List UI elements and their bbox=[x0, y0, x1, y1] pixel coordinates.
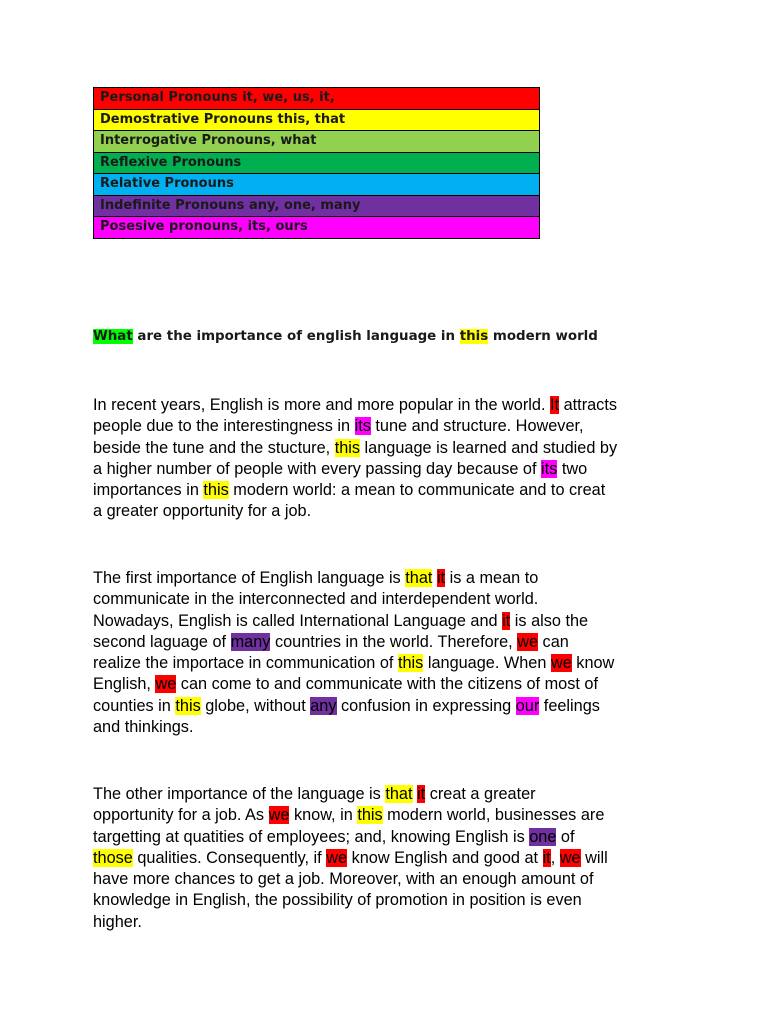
text-run: language is learned and studied by bbox=[360, 438, 618, 457]
paragraph-line bbox=[93, 632, 693, 653]
pronoun-highlight: we bbox=[268, 806, 290, 825]
text-run: counties in bbox=[93, 696, 176, 715]
pronoun-highlight: this bbox=[357, 806, 383, 825]
text-run: realize the importace in communication of bbox=[93, 654, 398, 673]
text-run: targetting at quatities of employees; and, knowing English is bbox=[93, 827, 530, 846]
paragraph-line bbox=[93, 568, 693, 589]
legend-row-label: Personal Pronouns it, we, us, it, bbox=[94, 88, 540, 110]
text-run: qualities. Consequently, if bbox=[132, 848, 327, 867]
text-run: In recent years, English is more and more popular in the world. bbox=[93, 396, 551, 414]
text-run: modern world bbox=[488, 329, 598, 344]
text-run: feelings bbox=[539, 696, 600, 715]
paragraph-other-importance bbox=[93, 784, 693, 933]
text-run: beside the tune and the stucture, bbox=[93, 438, 335, 457]
pronoun-highlight: we bbox=[517, 632, 539, 651]
pronoun-highlight: we bbox=[155, 675, 177, 694]
pronoun-highlight: any bbox=[310, 696, 337, 715]
text-run: confusion in expressing bbox=[336, 696, 516, 715]
paragraph-line bbox=[93, 717, 693, 738]
text-run: tune and structure. However, bbox=[370, 417, 584, 436]
pronoun-highlight: this bbox=[334, 438, 361, 457]
legend-row-label: Reflexive Pronouns bbox=[94, 152, 540, 174]
pronoun-highlight: It bbox=[550, 396, 560, 414]
text-run: of bbox=[556, 827, 575, 846]
pronoun-legend-table bbox=[93, 87, 540, 239]
text-run: are the importance of english language in bbox=[132, 329, 460, 344]
text-run: is a mean to bbox=[445, 569, 539, 587]
legend-row-label: Interrogative Pronouns, what bbox=[94, 131, 540, 153]
paragraph-line bbox=[93, 416, 693, 437]
pronoun-highlight: it bbox=[436, 569, 446, 587]
pronoun-highlight: this bbox=[459, 329, 489, 344]
pronoun-highlight: it bbox=[502, 611, 511, 630]
text-run: will bbox=[580, 848, 608, 867]
legend-row bbox=[94, 88, 540, 110]
text-run: is also the bbox=[510, 611, 589, 630]
text-run: language. When bbox=[423, 654, 551, 673]
text-run: opportunity for a job. As bbox=[93, 806, 269, 825]
text-run: attracts bbox=[559, 396, 617, 414]
paragraph-line bbox=[93, 674, 693, 695]
text-run: modern world, businesses are bbox=[382, 806, 605, 825]
text-run: can bbox=[538, 632, 569, 651]
text-run: creat a greater bbox=[425, 785, 536, 803]
pronoun-highlight: that bbox=[405, 569, 433, 587]
paragraph-line bbox=[93, 890, 693, 911]
text-run: modern world: a mean to communicate and to creat bbox=[228, 481, 606, 500]
text-run: have more chances to get a job. Moreover, with an enough amount of bbox=[93, 870, 594, 889]
legend-row bbox=[94, 174, 540, 196]
paragraph-line bbox=[93, 912, 693, 933]
text-run: know bbox=[571, 654, 615, 673]
legend-row-label: Relative Pronouns bbox=[94, 174, 540, 196]
text-run: people due to the interestingness in bbox=[93, 417, 355, 436]
legend-row bbox=[94, 109, 540, 131]
pronoun-highlight: its bbox=[541, 459, 558, 478]
text-run: higher. bbox=[93, 912, 142, 931]
legend-row bbox=[94, 131, 540, 153]
text-run: Nowadays, English is called International Language and bbox=[93, 611, 503, 630]
pronoun-highlight: it bbox=[542, 848, 551, 867]
pronoun-highlight: we bbox=[326, 848, 348, 867]
paragraph-line bbox=[93, 805, 693, 826]
pronoun-highlight: it bbox=[417, 785, 426, 803]
document-heading bbox=[93, 327, 598, 347]
pronoun-highlight: that bbox=[385, 785, 413, 803]
paragraph-line bbox=[93, 438, 693, 459]
paragraph-line bbox=[93, 589, 693, 610]
text-run: importances in bbox=[93, 481, 204, 500]
pronoun-highlight: its bbox=[354, 417, 371, 436]
paragraph-line bbox=[93, 827, 693, 848]
text-run: countries in the world. Therefore, bbox=[270, 632, 518, 651]
text-run: a higher number of people with every passing day because of bbox=[93, 459, 542, 478]
paragraph-line bbox=[93, 848, 693, 869]
text-run: know English and good at bbox=[347, 848, 543, 867]
pronoun-highlight: we bbox=[550, 654, 572, 673]
paragraph-line bbox=[93, 696, 693, 717]
legend-row bbox=[94, 152, 540, 174]
text-run: know, in bbox=[289, 806, 358, 825]
paragraph-line bbox=[93, 653, 693, 674]
paragraph-line bbox=[93, 480, 693, 501]
legend-row-label: Posesive pronouns, its, ours bbox=[94, 217, 540, 239]
legend-row bbox=[94, 195, 540, 217]
pronoun-highlight: our bbox=[515, 696, 540, 715]
pronoun-highlight: What bbox=[93, 329, 133, 344]
legend-row bbox=[94, 217, 540, 239]
pronoun-highlight: those bbox=[93, 848, 133, 867]
paragraph-first-importance bbox=[93, 568, 693, 738]
text-run: The other importance of the language is bbox=[93, 785, 386, 803]
text-run: second laguage of bbox=[93, 632, 231, 651]
paragraph-line bbox=[93, 784, 693, 805]
text-run: can come to and communicate with the citizens of most of bbox=[176, 675, 598, 694]
pronoun-highlight: we bbox=[559, 848, 581, 867]
text-run: , bbox=[550, 848, 560, 867]
legend-row-label: Demostrative Pronouns this, that bbox=[94, 109, 540, 131]
text-run: The first importance of English language is bbox=[93, 569, 406, 587]
text-run: communicate in the interconnected and interdependent world. bbox=[93, 590, 539, 609]
paragraph-line bbox=[93, 459, 693, 480]
pronoun-highlight: this bbox=[175, 696, 201, 715]
paragraph-line bbox=[93, 869, 693, 890]
text-run: knowledge in English, the possibility of promotion in position is even bbox=[93, 891, 582, 910]
paragraph-introduction bbox=[93, 395, 693, 523]
pronoun-highlight: one bbox=[529, 827, 557, 846]
text-run: English, bbox=[93, 675, 156, 694]
legend-row-label: Indefinite Pronouns any, one, many bbox=[94, 195, 540, 217]
paragraph-line bbox=[93, 611, 693, 632]
text-run: globe, without bbox=[200, 696, 311, 715]
paragraph-line bbox=[93, 501, 693, 522]
text-run: two bbox=[557, 459, 588, 478]
text-run: and thinkings. bbox=[93, 718, 194, 737]
text-run: a greater opportunity for a job. bbox=[93, 502, 312, 521]
pronoun-highlight: this bbox=[203, 481, 229, 500]
pronoun-highlight: many bbox=[230, 632, 271, 651]
paragraph-line bbox=[93, 395, 693, 416]
pronoun-highlight: this bbox=[397, 654, 424, 673]
